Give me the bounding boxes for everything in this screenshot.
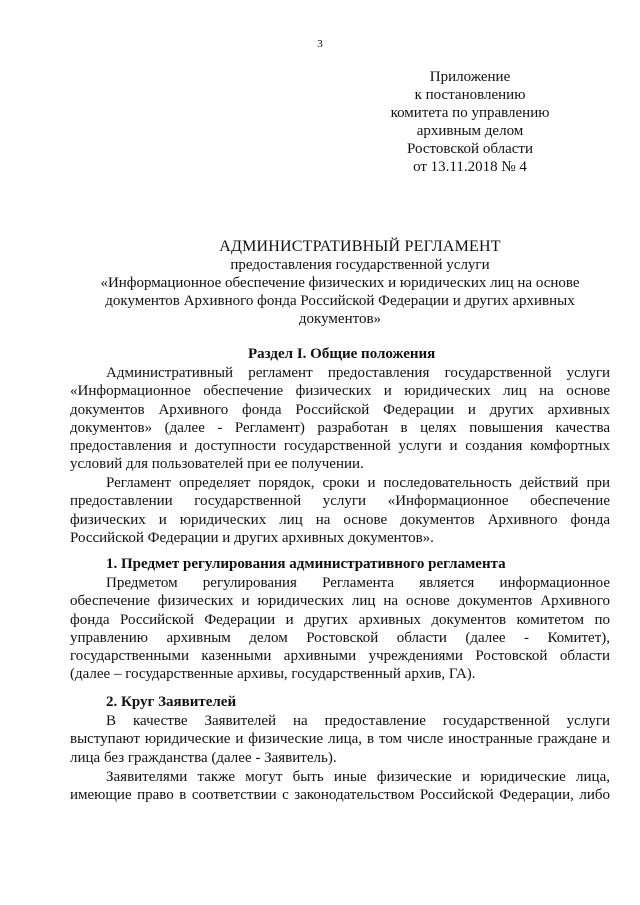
- text-line: предоставления и доступности государственной услуги и создания комфортных: [70, 438, 610, 455]
- text-line: предоставлении государственной услуги «Информационное обеспечение: [70, 493, 610, 510]
- text-line: выступают юридические и физические лица, в том числе иностранные граждане и: [70, 731, 610, 748]
- section1-para1: [70, 364, 610, 474]
- text-line: управлению архивным делом Ростовской области (далее - Комитет),: [70, 629, 610, 646]
- text-line: Предметом регулирования Регламента является информационное: [106, 575, 610, 591]
- appendix-line: от 13.11.2018 № 4: [413, 159, 527, 175]
- text-line: обеспечение физических и юридических лиц на основе документов Архивного: [70, 593, 610, 610]
- page-number: 3: [317, 38, 323, 50]
- subsection1-heading: 1. Предмет регулирования административного регламента: [106, 556, 506, 572]
- title-sub-line: предоставления государственной услуги: [230, 257, 490, 273]
- text-line: документов Архивного фонда Российской Федерации и других архивных: [70, 401, 610, 418]
- subsection1-para: [70, 574, 610, 684]
- text-line: условий для пользователей при ее получении.: [70, 456, 364, 473]
- text-line: имеющие право в соответствии с законодательством Российской Федерации, либо: [70, 787, 610, 804]
- text-line: физических и юридических лиц на основе документов Архивного фонда: [70, 511, 610, 528]
- title-sub-line: «Информационное обеспечение физических и юридических лиц на основе: [100, 275, 580, 291]
- text-line: «Информационное обеспечение физических и юридических лиц на основе: [70, 383, 610, 400]
- title-sub-line: документов Архивного фонда Российской Федерации и других архивных: [105, 293, 575, 309]
- subsection2-para2: [70, 768, 610, 805]
- appendix-line: Ростовской области: [407, 141, 533, 157]
- subsection2-heading: 2. Круг Заявителей: [106, 694, 237, 710]
- appendix-line: комитета по управлению: [390, 105, 550, 121]
- text-line: Административный регламент предоставления государственной услуги: [106, 365, 610, 381]
- text-line: фонда Российской Федерации и других архивных документов комитетом по: [70, 611, 610, 628]
- section1-para2: [70, 474, 610, 547]
- text-line: государственными казенными архивными учреждениями Ростовской области: [70, 648, 610, 665]
- appendix-line: Приложение: [429, 69, 511, 85]
- document-title: [70, 238, 610, 328]
- text-line: Заявителями также могут быть иные физические и юридические лица,: [106, 769, 610, 785]
- text-line: лица без гражданства (далее - Заявитель).: [70, 749, 337, 766]
- title-sub-line: документов»: [298, 311, 382, 327]
- subsection2-para1: [70, 712, 610, 767]
- title-main: АДМИНИСТРАТИВНЫЙ РЕГЛАМЕНТ: [219, 238, 501, 255]
- text-line: Российской Федерации и других архивных документов».: [70, 529, 434, 546]
- text-line: В качестве Заявителей на предоставление государственной услуги: [106, 713, 610, 729]
- appendix-line: архивным делом: [416, 123, 524, 139]
- text-line: Регламент определяет порядок, сроки и последовательность действий при: [106, 475, 610, 491]
- text-line: (далее – государственные архивы, государственный архив, ГА).: [70, 666, 476, 683]
- appendix-line: к постановлению: [414, 87, 526, 103]
- appendix-block: [360, 68, 580, 176]
- text-line: документов» (далее - Регламент) разработан в целях повышения качества: [70, 419, 610, 436]
- section1-heading: Раздел I. Общие положения: [248, 346, 436, 362]
